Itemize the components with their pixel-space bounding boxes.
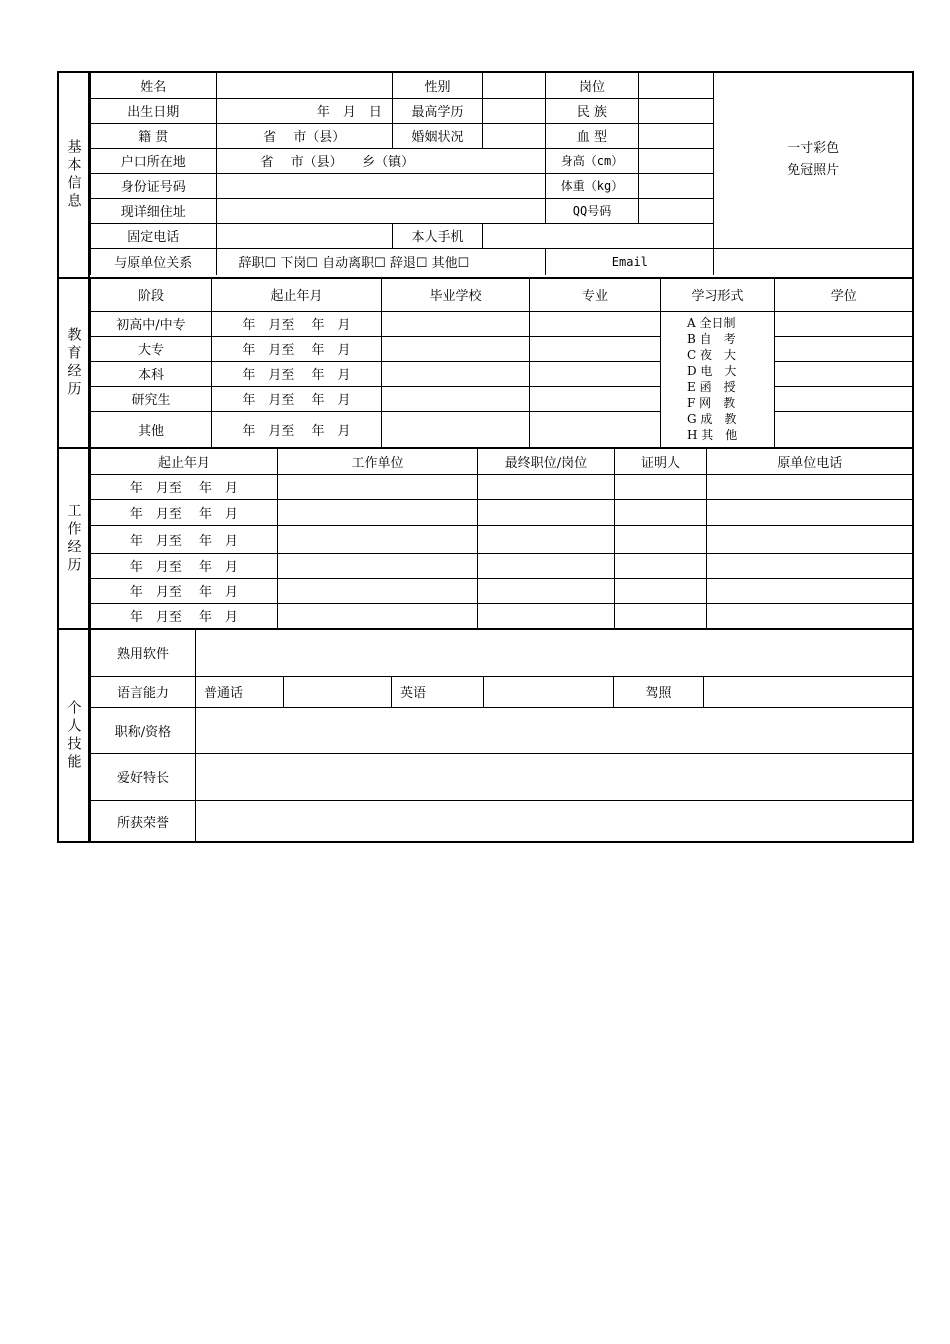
work-company[interactable]	[278, 578, 478, 603]
work-header-reference: 证明人	[615, 449, 707, 474]
edu-header-period: 起止年月	[212, 279, 382, 311]
edu-degree[interactable]	[775, 361, 913, 386]
work-company[interactable]	[278, 525, 478, 553]
address-label: 现详细住址	[91, 198, 217, 223]
skills-label: 个人技能	[59, 630, 90, 841]
edu-major[interactable]	[530, 336, 661, 361]
blood-label: 血 型	[546, 123, 638, 148]
phone-label: 固定电话	[91, 223, 217, 248]
gender-label: 性别	[392, 73, 482, 98]
work-section	[59, 447, 912, 628]
work-reference[interactable]	[615, 499, 707, 525]
work-position[interactable]	[478, 474, 615, 499]
edu-stage: 大专	[91, 336, 212, 361]
hukou-field[interactable]: 省 市（县） 乡（镇）	[216, 148, 546, 173]
gender-field[interactable]	[483, 73, 546, 98]
height-field[interactable]	[638, 148, 714, 173]
work-period[interactable]: 年 月至 年 月	[91, 474, 278, 499]
edu-degree[interactable]	[775, 311, 913, 336]
qq-label: QQ号码	[546, 198, 638, 223]
photo-line-1: 一寸彩色	[787, 141, 840, 157]
skills-section	[59, 628, 912, 841]
work-header-company: 工作单位	[278, 449, 478, 474]
email-field[interactable]	[714, 248, 912, 275]
edu-period[interactable]: 年 月至 年 月	[212, 361, 382, 386]
honor-field[interactable]	[196, 800, 913, 843]
height-label: 身高（cm）	[546, 148, 638, 173]
education-field[interactable]	[483, 98, 546, 123]
edu-degree[interactable]	[775, 386, 913, 411]
work-period[interactable]: 年 月至 年 月	[91, 578, 278, 603]
weight-field[interactable]	[638, 173, 714, 198]
edu-major[interactable]	[530, 361, 661, 386]
title-field[interactable]	[196, 707, 913, 753]
english-field[interactable]	[484, 676, 614, 707]
edu-school[interactable]	[382, 361, 530, 386]
basic-info-label: 基本信息	[59, 73, 90, 277]
work-company[interactable]	[278, 603, 478, 628]
birth-field[interactable]: 年 月 日	[216, 98, 392, 123]
edu-major[interactable]	[530, 311, 661, 336]
work-header-position: 最终职位/岗位	[478, 449, 615, 474]
education-table	[90, 279, 913, 448]
edu-stage: 初高中/中专	[91, 311, 212, 336]
hukou-label: 户口所在地	[91, 148, 217, 173]
edu-degree[interactable]	[775, 411, 913, 447]
license-field[interactable]	[704, 676, 913, 707]
ethnicity-label: 民 族	[546, 98, 638, 123]
marital-field[interactable]	[483, 123, 546, 148]
work-period[interactable]: 年 月至 年 月	[91, 603, 278, 628]
work-reference[interactable]	[615, 603, 707, 628]
phone-field[interactable]	[216, 223, 392, 248]
edu-header-form: 学习形式	[661, 279, 775, 311]
work-position[interactable]	[478, 525, 615, 553]
work-position[interactable]	[478, 553, 615, 578]
work-period[interactable]: 年 月至 年 月	[91, 499, 278, 525]
work-phone[interactable]	[707, 525, 913, 553]
honor-label: 所获荣誉	[91, 800, 196, 843]
weight-label: 体重（kg）	[546, 173, 638, 198]
education-section	[59, 277, 912, 447]
hobby-field[interactable]	[196, 753, 913, 800]
work-position[interactable]	[478, 578, 615, 603]
edu-period[interactable]: 年 月至 年 月	[212, 411, 382, 447]
work-header-phone: 原单位电话	[707, 449, 913, 474]
work-company[interactable]	[278, 553, 478, 578]
edu-period[interactable]: 年 月至 年 月	[212, 336, 382, 361]
blood-field[interactable]	[638, 123, 714, 148]
title-label: 职称/资格	[91, 707, 196, 753]
edu-stage: 研究生	[91, 386, 212, 411]
work-header-period: 起止年月	[91, 449, 278, 474]
education-label: 教育经历	[59, 279, 90, 447]
mandarin-field[interactable]	[284, 676, 392, 707]
work-period[interactable]: 年 月至 年 月	[91, 553, 278, 578]
work-label: 工作经历	[59, 449, 90, 628]
qq-field[interactable]	[638, 198, 714, 223]
basic-info-section	[59, 73, 912, 277]
education-label: 最高学历	[392, 98, 482, 123]
work-phone[interactable]	[707, 474, 913, 499]
mandarin-label: 普通话	[196, 676, 284, 707]
native-field[interactable]: 省 市（县）	[216, 123, 392, 148]
work-reference[interactable]	[615, 578, 707, 603]
edu-school[interactable]	[382, 336, 530, 361]
application-form	[57, 71, 914, 843]
software-label: 熟用软件	[91, 630, 196, 676]
edu-stage: 其他	[91, 411, 212, 447]
edu-header-stage: 阶段	[91, 279, 212, 311]
edu-degree[interactable]	[775, 336, 913, 361]
work-reference[interactable]	[615, 553, 707, 578]
post-field[interactable]	[638, 73, 714, 98]
work-position[interactable]	[478, 499, 615, 525]
edu-school[interactable]	[382, 411, 530, 447]
edu-period[interactable]: 年 月至 年 月	[212, 386, 382, 411]
work-phone[interactable]	[707, 603, 913, 628]
photo-box[interactable]	[714, 73, 912, 248]
basic-info-table	[90, 73, 912, 275]
birth-label: 出生日期	[91, 98, 217, 123]
skills-table	[90, 630, 913, 843]
native-label: 籍 贯	[91, 123, 217, 148]
edu-stage: 本科	[91, 361, 212, 386]
ethnicity-field[interactable]	[638, 98, 714, 123]
english-label: 英语	[392, 676, 484, 707]
idcard-label: 身份证号码	[91, 173, 217, 198]
work-company[interactable]	[278, 499, 478, 525]
language-label: 语言能力	[91, 676, 196, 707]
name-field[interactable]	[216, 73, 392, 98]
work-reference[interactable]	[615, 525, 707, 553]
software-field[interactable]	[196, 630, 913, 676]
hobby-label: 爱好特长	[91, 753, 196, 800]
email-label: Email	[546, 248, 714, 275]
edu-school[interactable]	[382, 311, 530, 336]
relation-label: 与原单位关系	[91, 248, 217, 275]
work-phone[interactable]	[707, 553, 913, 578]
edu-school[interactable]	[382, 386, 530, 411]
marital-label: 婚姻状况	[392, 123, 482, 148]
work-position[interactable]	[478, 603, 615, 628]
study-form-options[interactable]: A 全日制 B 自 考 C 夜 大 D 电 大 E 函 授 F 网 教 G 成 教 H 其 他	[661, 311, 775, 447]
edu-header-school: 毕业学校	[382, 279, 530, 311]
mobile-label: 本人手机	[392, 223, 482, 248]
work-company[interactable]	[278, 474, 478, 499]
work-table	[90, 449, 913, 628]
address-field[interactable]	[216, 198, 546, 223]
photo-line-2: 免冠照片	[787, 163, 840, 179]
relation-options[interactable]: 辞职☐ 下岗☐ 自动离职☐ 辞退☐ 其他☐	[216, 248, 546, 275]
mobile-field[interactable]	[483, 223, 714, 248]
edu-header-degree: 学位	[775, 279, 913, 311]
name-label: 姓名	[91, 73, 217, 98]
edu-header-major: 专业	[530, 279, 661, 311]
work-reference[interactable]	[615, 474, 707, 499]
license-label: 驾照	[614, 676, 704, 707]
edu-period[interactable]: 年 月至 年 月	[212, 311, 382, 336]
work-phone[interactable]	[707, 499, 913, 525]
idcard-field[interactable]	[216, 173, 546, 198]
post-label: 岗位	[546, 73, 638, 98]
work-phone[interactable]	[707, 578, 913, 603]
edu-major[interactable]	[530, 411, 661, 447]
edu-major[interactable]	[530, 386, 661, 411]
work-period[interactable]: 年 月至 年 月	[91, 525, 278, 553]
